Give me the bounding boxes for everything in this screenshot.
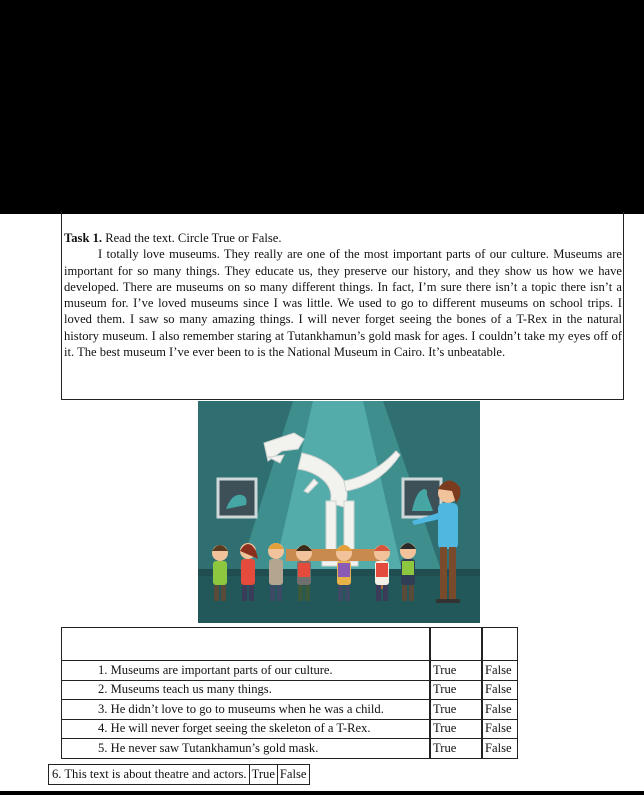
true-option[interactable]: True xyxy=(431,700,482,720)
header-cell-false xyxy=(483,628,518,661)
reading-text-box xyxy=(61,212,624,400)
task-heading xyxy=(64,230,623,246)
false-option[interactable]: False xyxy=(483,661,518,681)
false-option[interactable]: False xyxy=(483,680,518,700)
statement-text: 3. He didn’t love to go to museums when he was a child. xyxy=(62,700,430,720)
false-option[interactable]: False xyxy=(483,719,518,739)
false-option[interactable]: False xyxy=(483,700,518,720)
false-option[interactable]: False xyxy=(483,739,518,759)
statement-text: 2. Museums teach us many things. xyxy=(62,680,430,700)
statement-6-text: 6. This text is about theatre and actors. xyxy=(52,767,247,781)
true-option[interactable]: True xyxy=(431,680,482,700)
statement-6-row xyxy=(48,764,310,785)
true-option[interactable]: True xyxy=(431,719,482,739)
statement-6-false-option[interactable]: False xyxy=(277,765,309,784)
museum-illustration-svg xyxy=(198,401,480,623)
table-row xyxy=(62,680,518,700)
reading-text: I totally love museums. They really are one of the most important parts of our culture. Museums are important for so many things. They educate us, they preserve our history, and they show us how we have developed. There are museums on so many different things. In fact, I’m sure there isn’t a topic there isn’t a museum for. I’ve loved museums since I was little. We used to go to different museums on school trips. I loved them. I saw so many amazing things. I will never forget seeing the bones of a T-Rex in the natural history museum. I also remember staring at Tutankhamun’s gold mask for ages. I couldn’t take my eyes off of it. The best museum I’ve ever been to is the National Museum in Cairo. It’s unbeatable. xyxy=(64,247,622,360)
table-header-row xyxy=(62,628,518,661)
table-row xyxy=(62,719,518,739)
statement-text: 1. Museums are important parts of our culture. xyxy=(62,661,430,681)
table-row xyxy=(62,739,518,759)
true-option[interactable]: True xyxy=(431,739,482,759)
statement-text: 4. He will never forget seeing the skeleton of a T-Rex. xyxy=(62,719,430,739)
statement-6-true-option[interactable]: True xyxy=(249,765,277,784)
statement-text: 5. He never saw Tutankhamun’s gold mask. xyxy=(62,739,430,759)
task-label: Task 1. xyxy=(64,231,103,245)
true-option[interactable]: True xyxy=(431,661,482,681)
header-cell-true xyxy=(431,628,482,661)
task-instruction: Read the text. Circle True or False. xyxy=(102,231,282,245)
top-black-band xyxy=(0,0,644,214)
table-row xyxy=(62,661,518,681)
bottom-black-bar xyxy=(0,791,644,795)
museum-dinosaur-skeleton-illustration xyxy=(198,401,480,623)
header-cell-statement xyxy=(62,628,430,661)
table-row xyxy=(62,700,518,720)
true-false-table xyxy=(61,627,518,759)
